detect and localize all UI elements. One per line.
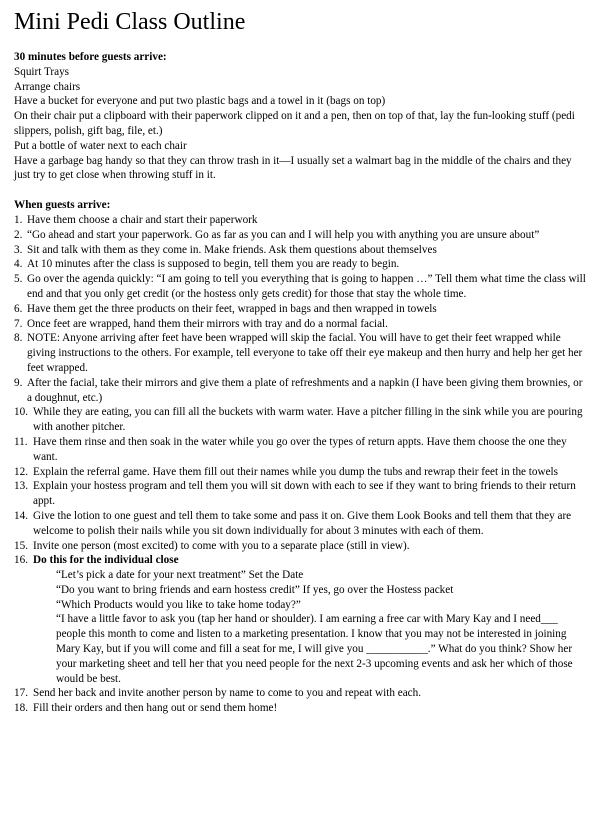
list-item	[14, 243, 587, 258]
list-item	[14, 539, 587, 554]
item-number: 10.	[14, 406, 28, 419]
before-guests-section	[14, 50, 587, 183]
item-number: 7.	[14, 317, 23, 330]
item-text: “Go ahead and start your paperwork. Go as far as you can and I will help you with anything you are unsure about”	[27, 228, 540, 241]
item-number: 15.	[14, 539, 28, 552]
text-line: Squirt Trays	[14, 65, 70, 78]
item-text: Explain the referral game. Have them fill out their names while you dump the tubs and rewrap their feet in the towels	[33, 465, 559, 478]
script-line: “Which Products would you like to take home today?”	[56, 598, 301, 611]
item-number: 12.	[14, 465, 28, 478]
list-item	[14, 509, 587, 539]
item-text: Have them choose a chair and start their paperwork	[27, 213, 258, 226]
script-line: “Let’s pick a date for your next treatment” Set the Date	[56, 569, 304, 582]
item-number: 14.	[14, 509, 28, 522]
list-item	[14, 228, 587, 243]
item-number: 11.	[14, 435, 28, 448]
item-number: 17.	[14, 687, 28, 700]
when-guests-arrive-section	[14, 198, 587, 716]
list-item	[14, 553, 587, 568]
item-text: Go over the agenda quickly: “I am going to tell you everything that is going to happen …” Tell them what time the class will end and that you only get credit (or the hostess only gets credit) for those that stay the whole time.	[27, 273, 586, 300]
script-line: “Do you want to bring friends and earn hostess credit” If yes, go over the Hostess packet	[56, 583, 454, 596]
list-item	[14, 405, 587, 435]
list-item	[14, 257, 587, 272]
section-heading: 30 minutes before guests arrive:	[14, 51, 167, 63]
item-number: 13.	[14, 480, 28, 493]
item-text: While they are eating, you can fill all the buckets with warm water. Have a pitcher filling in the sink while you are pouring with another pitcher.	[33, 406, 583, 434]
list-item	[14, 686, 587, 701]
list-item	[14, 435, 587, 465]
item-number: 2.	[14, 228, 23, 241]
item-number: 4.	[14, 258, 23, 271]
script-line: “I have a little favor to ask you (tap her hand or shoulder). I am earning a free car with Mary Kay and I need___ people this month to come and listen to a marketing presentation. I know that you may not be interested in joining Mary Kay, but if you will come and fill a seat for me, I will give you ___________.” What do you think? Show her your marketing sheet and tell her that you need people for the next 2-3 upcoming events and ask her which of those would be best.	[56, 613, 573, 685]
item-text: Fill their orders and then hang out or send them home!	[33, 702, 278, 715]
text-line: Have a garbage bag handy so that they can throw trash in it—I usually set a walmart bag in the middle of the chairs and they just try to get close when throwing stuff in it.	[14, 154, 572, 182]
item-text: After the facial, take their mirrors and give them a plate of refreshments and a napkin (I have been giving them brownies, or a doughnut, etc.)	[27, 376, 583, 404]
list-item	[14, 376, 587, 406]
steps-list	[14, 213, 587, 568]
item-number: 9.	[14, 376, 23, 389]
item-text: Send her back and invite another person by name to come to you and repeat with each.	[33, 687, 422, 700]
item-text: Invite one person (most excited) to come with you to a separate place (still in view).	[33, 539, 410, 552]
item-number: 8.	[14, 332, 23, 345]
item-text: At 10 minutes after the class is supposed to begin, tell them you are ready to begin.	[27, 258, 400, 271]
list-item	[14, 701, 587, 716]
item-text: Do this for the individual close	[33, 554, 179, 567]
item-number: 3.	[14, 243, 23, 256]
item-text: Give the lotion to one guest and tell them to take some and pass it on. Give them Look Books and tell them that they are welcome to polish their nails while you sit down individually for about 3 minutes with each of them.	[33, 509, 572, 537]
list-item	[14, 302, 587, 317]
list-item	[14, 213, 587, 228]
item-number: 18.	[14, 702, 28, 715]
page-title: Mini Pedi Class Outline	[14, 9, 246, 35]
item-number: 5.	[14, 273, 23, 286]
list-item	[14, 331, 587, 375]
item-text: Explain your hostess program and tell them you will sit down with each to see if they want to bring friends to their return appt.	[33, 480, 576, 508]
item-number: 16.	[14, 554, 28, 567]
list-item	[14, 317, 587, 332]
list-item	[14, 479, 587, 509]
item-text: Have them get the three products on their feet, wrapped in bags and then wrapped in towels	[27, 302, 437, 315]
item-text: NOTE: Anyone arriving after feet have been wrapped will skip the facial. You will have to get their feet wrapped while giving instructions to the others. For example, tell everyone to take off their eye makeup and then hurry and help her get her feet wrapped.	[27, 332, 583, 374]
section-heading: When guests arrive:	[14, 199, 111, 212]
list-item	[14, 465, 587, 480]
text-line: Have a bucket for everyone and put two plastic bags and a towel in it (bags on top)	[14, 95, 386, 108]
item-text: Have them rinse and then soak in the water while you go over the types of return appts. Have them choose the one they want.	[33, 435, 567, 463]
text-line: Put a bottle of water next to each chair	[14, 139, 187, 152]
item-number: 6.	[14, 302, 23, 315]
item-number: 1.	[14, 213, 23, 226]
final-steps-list	[14, 686, 587, 716]
text-line: On their chair put a clipboard with their paperwork clipped on it and a pen, then on top of that, lay the fun-looking stuff (pedi slippers, polish, gift bag, file, et.)	[14, 110, 575, 137]
close-script	[56, 568, 587, 686]
list-item	[14, 272, 587, 302]
item-text: Once feet are wrapped, hand them their mirrors with tray and do a normal facial.	[27, 317, 388, 330]
item-text: Sit and talk with them as they come in. Make friends. Ask them questions about themselves	[27, 243, 437, 256]
text-line: Arrange chairs	[14, 80, 81, 93]
